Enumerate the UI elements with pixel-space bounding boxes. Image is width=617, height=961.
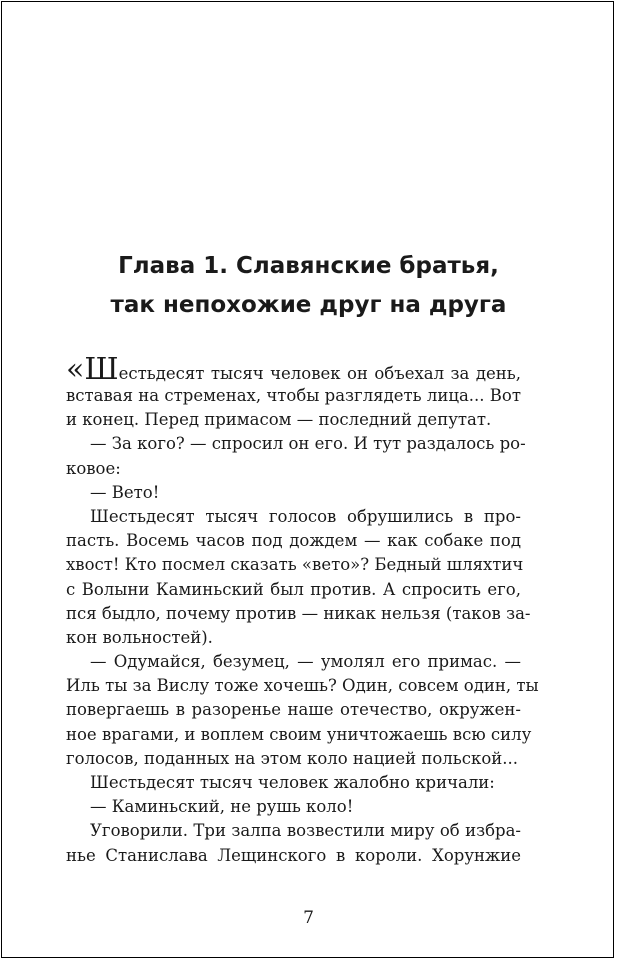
text-line: ное врагами, и воплем своим уничтожаешь всю силу: [66, 724, 532, 744]
text-line: пасть. Восемь часов под дождем — как собаке под: [66, 531, 521, 551]
text-line: Иль ты за Вислу тоже хочешь? Один, совсем один, ты: [66, 676, 539, 696]
text-line: — Каминьский, не рушь коло!: [90, 797, 354, 817]
text-line: хвост! Кто посмел сказать «вето»? Бедный шляхтич: [66, 555, 524, 575]
text-line: пся быдло, почему против — никак нельзя (таков за-: [66, 603, 531, 623]
text-line: Шестьдесят тысяч голосов обрушились в про-: [90, 506, 521, 526]
chapter-title-line-2: так непохожие друг на друга: [110, 292, 507, 318]
text-line: голосов, поданных на этом коло нацией польской...: [66, 748, 518, 768]
text-line: ковое:: [66, 458, 121, 478]
text-line: повергаешь в разоренье наше отечество, окружен-: [66, 700, 521, 720]
chapter-title: [0, 247, 617, 325]
text-line: и конец. Перед примасом — последний депутат.: [66, 410, 492, 430]
text-line: [66, 350, 521, 387]
text-line: — Одумайся, безумец, — умолял его примас. —: [90, 652, 521, 672]
text-line: — Вето!: [90, 482, 160, 502]
text-line: — За кого? — спросил он его. И тут раздалось ро-: [90, 434, 526, 454]
chapter-title-line-1: Глава 1. Славянские братья,: [118, 253, 499, 279]
text-line: Уговорили. Три залпа возвестили миру об избра-: [90, 821, 521, 841]
text-line: с Волыни Каминьский был против. А спросить его,: [66, 579, 521, 599]
text-line-content: естьдесят тысяч человек он объехал за день,: [118, 364, 521, 383]
text-line: кон вольностей).: [66, 627, 213, 647]
dropcap: «Ш: [66, 352, 119, 387]
text-line: нье Станислава Лещинского в короли. Хорунжие: [66, 845, 521, 865]
page-number: 7: [303, 908, 314, 928]
text-line: Шестьдесят тысяч человек жалобно кричали:: [90, 773, 495, 792]
text-line: вставая на стременах, чтобы разглядеть лица... Вот: [66, 386, 521, 405]
body-text: [66, 350, 539, 868]
